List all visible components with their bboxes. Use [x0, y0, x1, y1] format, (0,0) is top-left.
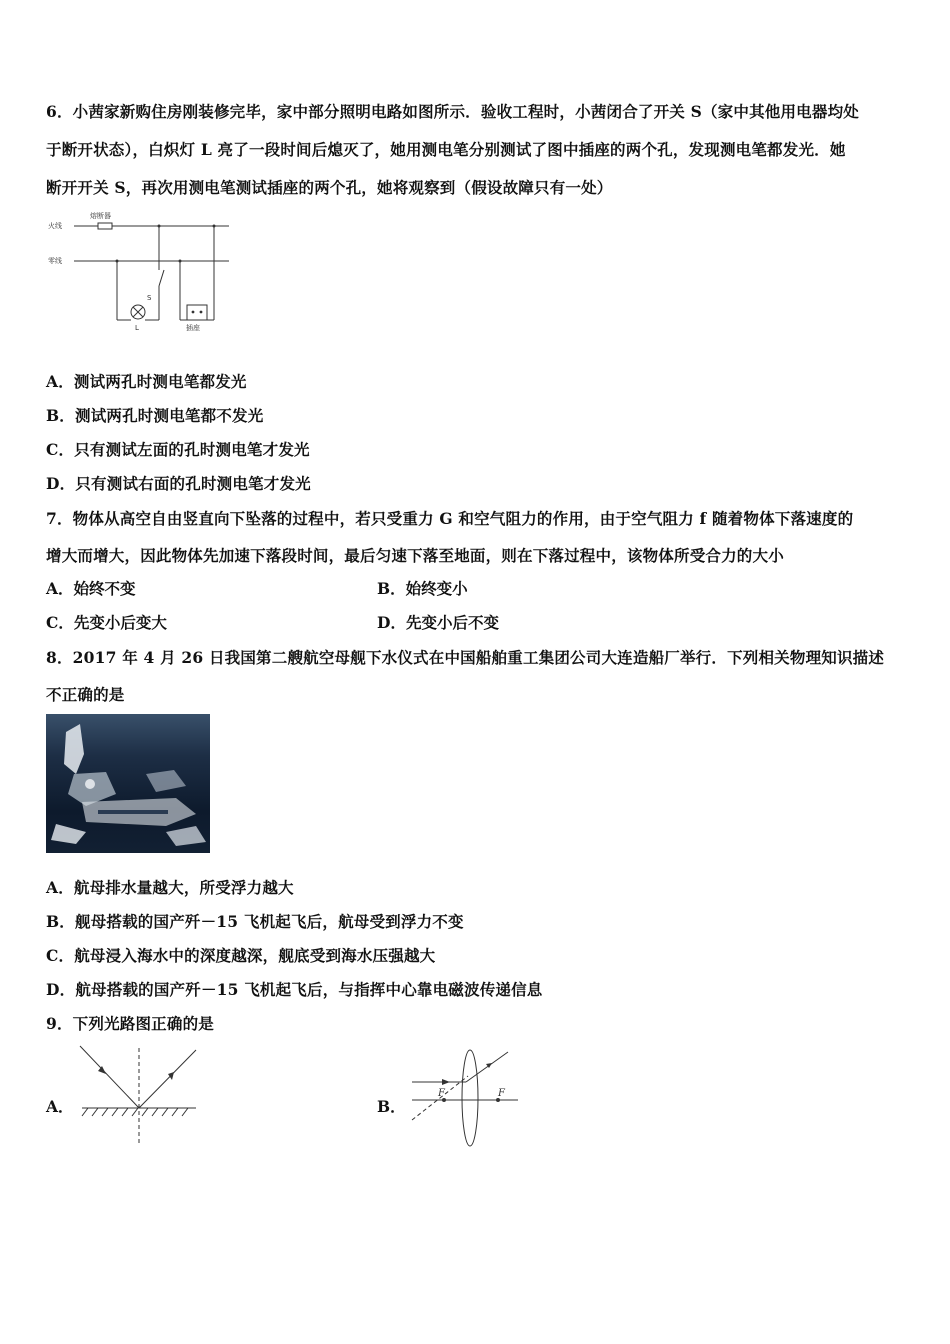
q6-stem-line-3: 断开开关 S，再次用测电笔测试插座的两个孔，她将观察到（假设故障只有一处）	[46, 178, 613, 197]
q8-option-d: D．航母搭载的国产歼－15 飞机起飞后，与指挥中心靠电磁波传递信息	[46, 980, 543, 999]
q6-option-d: D．只有测试右面的孔时测电笔才发光	[46, 474, 311, 493]
q7-option-c: C．先变小后变大	[46, 613, 167, 632]
q9-option-a-label: A．	[46, 1097, 74, 1116]
q9-option-b-label: B．	[377, 1097, 406, 1116]
reflection-diagram	[76, 1044, 202, 1148]
q7-stem-line-2: 增大而增大，因此物体先加速下落段时间，最后匀速下落至地面，则在下落过程中，该物体所受合力的大小	[46, 546, 784, 565]
aircraft-carrier-photo	[46, 714, 210, 853]
socket-label: 插座	[186, 324, 200, 332]
q8-stem-line-1: 8．2017 年 4 月 26 日我国第二艘航空母舰下水仪式在中国船舶重工集团公司大连造船厂举行．下列相关物理知识描述	[46, 648, 885, 667]
lens-diagram	[404, 1046, 524, 1150]
q7-option-d: D．先变小后不变	[377, 613, 499, 632]
switch-label: S	[147, 294, 152, 302]
fuse-label: 熔断器	[90, 212, 111, 220]
q7-option-b: B．始终变小	[377, 579, 468, 598]
q7-option-a: A．始终不变	[46, 579, 136, 598]
q6-option-c: C．只有测试左面的孔时测电笔才发光	[46, 440, 310, 459]
lamp-label: L	[135, 324, 139, 332]
q6-stem-line-1: 6．小茜家新购住房刚装修完毕，家中部分照明电路如图所示．验收工程时，小茜闭合了开关 S（家中其他用电器均处	[46, 102, 859, 121]
q9-stem: 9．下列光路图正确的是	[46, 1014, 214, 1033]
q8-option-c: C．航母浸入海水中的深度越深，舰底受到海水压强越大	[46, 946, 436, 965]
q6-option-b: B．测试两孔时测电笔都不发光	[46, 406, 264, 425]
circuit-diagram	[44, 208, 244, 338]
neutral-wire-label: 零线	[48, 257, 62, 265]
q8-option-b: B．舰母搭载的国产歼－15 飞机起飞后，航母受到浮力不变	[46, 912, 464, 931]
q6-option-a: A．测试两孔时测电笔都发光	[46, 372, 247, 391]
focus-label-left: F	[438, 1088, 445, 1099]
focus-label-right: F	[498, 1088, 505, 1099]
q6-stem-line-2: 于断开状态），白炽灯 L 亮了一段时间后熄灭了，她用测电笔分别测试了图中插座的两个孔，发现测电笔都发光．她	[46, 140, 846, 159]
q8-stem-line-2: 不正确的是	[46, 685, 125, 704]
q7-stem-line-1: 7．物体从高空自由竖直向下坠落的过程中，若只受重力 G 和空气阻力的作用，由于空气阻力 f 随着物体下落速度的	[46, 509, 854, 528]
q8-option-a: A．航母排水量越大，所受浮力越大	[46, 878, 294, 897]
live-wire-label: 火线	[48, 222, 62, 230]
